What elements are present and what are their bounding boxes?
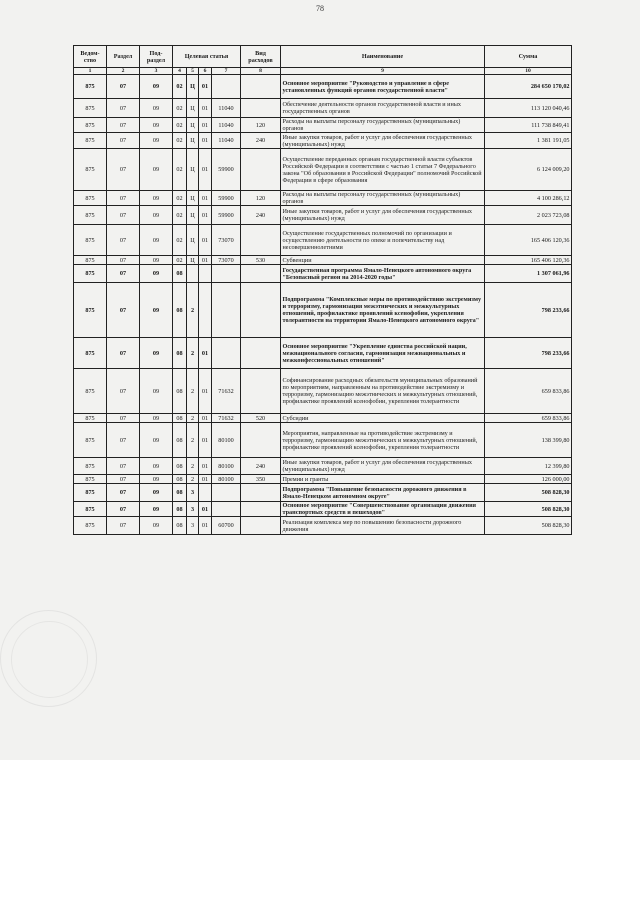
cell-vedomstvo: 875: [74, 225, 107, 256]
cell-razdel: 07: [107, 256, 140, 265]
table-row: [74, 75, 572, 99]
cell-amount: 798 233,66: [485, 338, 572, 369]
cell-target-program: 08: [173, 517, 187, 535]
cell-razdel: 07: [107, 283, 140, 338]
cell-podrazdel: 09: [140, 225, 173, 256]
cell-target-subprogram: 2: [187, 414, 199, 423]
cell-target-activity: 01: [199, 99, 212, 118]
cell-expense-type: 120: [241, 118, 281, 133]
cell-target-program: 02: [173, 133, 187, 149]
cell-target-subprogram: 2: [187, 283, 199, 338]
cell-vedomstvo: 875: [74, 458, 107, 475]
cell-target-direction: 73070: [212, 256, 241, 265]
column-number-row: [74, 68, 572, 75]
cell-name: Премии и гранты: [281, 475, 485, 484]
cell-podrazdel: 09: [140, 338, 173, 369]
cell-razdel: 07: [107, 191, 140, 206]
table-row: [74, 458, 572, 475]
cell-razdel: 07: [107, 517, 140, 535]
cell-amount: 659 833,86: [485, 414, 572, 423]
col-header-podrazdel: Под-раздел: [140, 46, 173, 68]
cell-vedomstvo: 875: [74, 423, 107, 458]
cell-name: Иные закупки товаров, работ и услуг для обеспечения государственных (муниципальных) нужд: [281, 206, 485, 225]
cell-target-direction: [212, 338, 241, 369]
column-number: 8: [241, 68, 281, 75]
cell-target-subprogram: Ц: [187, 118, 199, 133]
cell-target-program: 08: [173, 458, 187, 475]
table-row: [74, 475, 572, 484]
cell-amount: 138 399,80: [485, 423, 572, 458]
cell-amount: 12 399,80: [485, 458, 572, 475]
table-row: [74, 423, 572, 458]
cell-target-program: 08: [173, 475, 187, 484]
cell-vedomstvo: 875: [74, 149, 107, 191]
cell-podrazdel: 09: [140, 414, 173, 423]
cell-target-program: 08: [173, 414, 187, 423]
column-number: 6: [199, 68, 212, 75]
cell-podrazdel: 09: [140, 475, 173, 484]
cell-vedomstvo: 875: [74, 338, 107, 369]
cell-vedomstvo: 875: [74, 369, 107, 414]
cell-target-activity: 01: [199, 256, 212, 265]
cell-amount: 111 738 849,41: [485, 118, 572, 133]
cell-target-activity: 01: [199, 458, 212, 475]
table-row: [74, 225, 572, 256]
cell-target-activity: 01: [199, 414, 212, 423]
cell-target-program: 02: [173, 206, 187, 225]
cell-podrazdel: 09: [140, 75, 173, 99]
col-header-summa: Сумма: [485, 46, 572, 68]
cell-razdel: 07: [107, 369, 140, 414]
cell-target-direction: [212, 265, 241, 283]
cell-target-program: 02: [173, 225, 187, 256]
cell-target-direction: 59900: [212, 149, 241, 191]
cell-amount: 798 233,66: [485, 283, 572, 338]
cell-name: Расходы на выплаты персоналу государственных (муниципальных) органов: [281, 118, 485, 133]
cell-vedomstvo: 875: [74, 484, 107, 502]
cell-amount: 4 100 286,12: [485, 191, 572, 206]
blank-margin: [0, 760, 640, 905]
cell-name: Субвенции: [281, 256, 485, 265]
cell-target-activity: 01: [199, 338, 212, 369]
cell-vedomstvo: 875: [74, 414, 107, 423]
cell-expense-type: [241, 338, 281, 369]
header-row: [74, 46, 572, 68]
cell-vedomstvo: 875: [74, 502, 107, 517]
cell-podrazdel: 09: [140, 484, 173, 502]
cell-target-direction: 11040: [212, 99, 241, 118]
table-body: [74, 75, 572, 535]
cell-target-program: 02: [173, 149, 187, 191]
cell-expense-type: [241, 484, 281, 502]
cell-razdel: 07: [107, 206, 140, 225]
column-number: 3: [140, 68, 173, 75]
cell-target-direction: [212, 484, 241, 502]
table-row: [74, 118, 572, 133]
cell-target-program: 08: [173, 502, 187, 517]
cell-target-program: 08: [173, 423, 187, 458]
col-header-naimenovanie: Наименование: [281, 46, 485, 68]
table-row: [74, 256, 572, 265]
table-row: [74, 206, 572, 225]
cell-target-program: 02: [173, 118, 187, 133]
column-number: 10: [485, 68, 572, 75]
cell-target-program: 08: [173, 369, 187, 414]
cell-razdel: 07: [107, 458, 140, 475]
cell-target-subprogram: 2: [187, 338, 199, 369]
cell-name: Подпрограмма "Повышение безопасности дорожного движения в Ямало-Ненецком автономном округе": [281, 484, 485, 502]
cell-target-direction: 11040: [212, 133, 241, 149]
cell-razdel: 07: [107, 423, 140, 458]
table-row: [74, 133, 572, 149]
cell-target-subprogram: Ц: [187, 149, 199, 191]
cell-target-program: 02: [173, 75, 187, 99]
cell-razdel: 07: [107, 265, 140, 283]
cell-name: Иные закупки товаров, работ и услуг для обеспечения государственных (муниципальных) нужд: [281, 133, 485, 149]
cell-vedomstvo: 875: [74, 517, 107, 535]
cell-podrazdel: 09: [140, 517, 173, 535]
cell-amount: 508 828,30: [485, 484, 572, 502]
table-row: [74, 517, 572, 535]
cell-podrazdel: 09: [140, 256, 173, 265]
cell-name: Иные закупки товаров, работ и услуг для обеспечения государственных (муниципальных) нужд: [281, 458, 485, 475]
column-number: 4: [173, 68, 187, 75]
cell-razdel: 07: [107, 118, 140, 133]
cell-vedomstvo: 875: [74, 265, 107, 283]
col-header-razdel: Раздел: [107, 46, 140, 68]
cell-target-subprogram: Ц: [187, 75, 199, 99]
cell-expense-type: 240: [241, 458, 281, 475]
cell-podrazdel: 09: [140, 191, 173, 206]
cell-razdel: 07: [107, 414, 140, 423]
cell-name: Основное мероприятие "Совершенствование организации движения транспортных средств и пешеходов": [281, 502, 485, 517]
cell-name: Подпрограмма "Комплексные меры по противодействию экстремизму и терроризму, гармонизация межэтнических и межкультурных отношений, профилактике проявлений ксенофобии, укрепления толерантности на территории Ямало-Ненецкого автономного округа": [281, 283, 485, 338]
table-row: [74, 283, 572, 338]
table-row: [74, 369, 572, 414]
cell-target-activity: [199, 283, 212, 338]
cell-razdel: 07: [107, 502, 140, 517]
cell-podrazdel: 09: [140, 502, 173, 517]
cell-podrazdel: 09: [140, 265, 173, 283]
cell-vedomstvo: 875: [74, 75, 107, 99]
cell-target-program: 08: [173, 265, 187, 283]
cell-target-subprogram: 2: [187, 458, 199, 475]
table-row: [74, 502, 572, 517]
cell-target-activity: [199, 265, 212, 283]
cell-target-direction: 73070: [212, 225, 241, 256]
cell-target-program: 02: [173, 191, 187, 206]
cell-target-subprogram: Ц: [187, 225, 199, 256]
cell-name: Реализация комплекса мер по повышению безопасности дорожного движения: [281, 517, 485, 535]
cell-target-activity: 01: [199, 475, 212, 484]
cell-name: Обеспечение деятельности органов государственной власти и иных государственных органов: [281, 99, 485, 118]
cell-expense-type: [241, 99, 281, 118]
cell-amount: 165 406 120,36: [485, 225, 572, 256]
cell-vedomstvo: 875: [74, 191, 107, 206]
cell-amount: 508 828,30: [485, 502, 572, 517]
cell-target-activity: 01: [199, 206, 212, 225]
cell-vedomstvo: 875: [74, 475, 107, 484]
cell-target-direction: [212, 75, 241, 99]
cell-podrazdel: 09: [140, 423, 173, 458]
cell-target-subprogram: Ц: [187, 191, 199, 206]
cell-expense-type: 520: [241, 414, 281, 423]
cell-target-activity: 01: [199, 225, 212, 256]
column-number: 7: [212, 68, 241, 75]
cell-target-direction: 59900: [212, 206, 241, 225]
cell-target-subprogram: [187, 265, 199, 283]
cell-target-program: 08: [173, 338, 187, 369]
cell-razdel: 07: [107, 338, 140, 369]
cell-target-activity: [199, 484, 212, 502]
cell-target-subprogram: 2: [187, 369, 199, 414]
cell-target-subprogram: 2: [187, 423, 199, 458]
cell-expense-type: [241, 517, 281, 535]
cell-name: Расходы на выплаты персоналу государственных (муниципальных) органов: [281, 191, 485, 206]
cell-target-direction: 60700: [212, 517, 241, 535]
cell-target-direction: 80100: [212, 423, 241, 458]
cell-target-program: 08: [173, 283, 187, 338]
cell-expense-type: [241, 265, 281, 283]
cell-expense-type: 120: [241, 191, 281, 206]
cell-target-direction: 11040: [212, 118, 241, 133]
cell-vedomstvo: 875: [74, 133, 107, 149]
cell-target-activity: 01: [199, 423, 212, 458]
cell-amount: 2 023 723,08: [485, 206, 572, 225]
cell-target-direction: 59900: [212, 191, 241, 206]
cell-podrazdel: 09: [140, 206, 173, 225]
cell-razdel: 07: [107, 75, 140, 99]
cell-expense-type: 350: [241, 475, 281, 484]
cell-target-activity: 01: [199, 149, 212, 191]
cell-name: Основное мероприятие "Укрепление единства российской нации, межнационального согласия, гармонизация межнациональных и межконфессиональных отношений": [281, 338, 485, 369]
cell-target-activity: 01: [199, 133, 212, 149]
cell-target-direction: 71632: [212, 414, 241, 423]
cell-target-activity: 01: [199, 517, 212, 535]
cell-podrazdel: 09: [140, 458, 173, 475]
cell-amount: 6 124 009,20: [485, 149, 572, 191]
table-row: [74, 191, 572, 206]
cell-target-activity: 01: [199, 75, 212, 99]
col-header-celevaya: Целевая статья: [173, 46, 241, 68]
cell-podrazdel: 09: [140, 369, 173, 414]
cell-target-program: 02: [173, 256, 187, 265]
cell-amount: 1 307 061,96: [485, 265, 572, 283]
cell-vedomstvo: 875: [74, 99, 107, 118]
cell-target-direction: 71632: [212, 369, 241, 414]
table-row: [74, 414, 572, 423]
cell-razdel: 07: [107, 133, 140, 149]
cell-target-activity: 01: [199, 502, 212, 517]
cell-podrazdel: 09: [140, 149, 173, 191]
cell-target-program: 08: [173, 484, 187, 502]
cell-vedomstvo: 875: [74, 118, 107, 133]
cell-name: Софинансирование расходных обязательств муниципальных образований по мероприятиям, направленным на противодействие экстремизму и терроризму, гармонизацию межэтнических и межкультурных отношений, профилактике проявлений ксенофобии, укрепления толерантности: [281, 369, 485, 414]
cell-target-subprogram: Ц: [187, 256, 199, 265]
cell-expense-type: [241, 369, 281, 414]
cell-name: Государственная программа Ямало-Ненецкого автономного округа "Безопасный регион на 2014-2020 годы": [281, 265, 485, 283]
cell-amount: 1 381 191,05: [485, 133, 572, 149]
table-row: [74, 149, 572, 191]
cell-podrazdel: 09: [140, 133, 173, 149]
cell-expense-type: [241, 502, 281, 517]
cell-target-direction: 80100: [212, 475, 241, 484]
table-row: [74, 338, 572, 369]
page-number: 78: [316, 4, 324, 13]
cell-amount: 165 406 120,36: [485, 256, 572, 265]
budget-table: [73, 45, 572, 535]
cell-expense-type: [241, 149, 281, 191]
cell-amount: 508 828,30: [485, 517, 572, 535]
cell-vedomstvo: 875: [74, 206, 107, 225]
cell-razdel: 07: [107, 99, 140, 118]
cell-expense-type: [241, 423, 281, 458]
cell-amount: 113 120 040,46: [485, 99, 572, 118]
cell-target-activity: 01: [199, 369, 212, 414]
cell-target-subprogram: Ц: [187, 99, 199, 118]
cell-target-activity: 01: [199, 118, 212, 133]
cell-target-activity: 01: [199, 191, 212, 206]
cell-expense-type: [241, 75, 281, 99]
cell-amount: 659 833,86: [485, 369, 572, 414]
table-row: [74, 484, 572, 502]
table-row: [74, 99, 572, 118]
faded-stamp: [0, 610, 97, 707]
column-number: 1: [74, 68, 107, 75]
cell-name: Основное мероприятие "Руководство и управление в сфере установленных функций органов государственной власти": [281, 75, 485, 99]
cell-target-direction: [212, 502, 241, 517]
cell-razdel: 07: [107, 225, 140, 256]
cell-name: Осуществление переданных органам государственной власти субъектов Российской Федерации в соответствии с частью 1 статьи 7 Федерального закона "Об образовании в Российской Федерации" полномочий Российской Федерации в сфере образования: [281, 149, 485, 191]
cell-target-program: 02: [173, 99, 187, 118]
col-header-vid: Вид расходов: [241, 46, 281, 68]
cell-razdel: 07: [107, 149, 140, 191]
column-number: 9: [281, 68, 485, 75]
cell-expense-type: [241, 225, 281, 256]
cell-expense-type: 530: [241, 256, 281, 265]
cell-name: Осуществление государственных полномочий по организации и осуществлению деятельности по опеке и попечительству над несовершеннолетними: [281, 225, 485, 256]
cell-razdel: 07: [107, 475, 140, 484]
cell-expense-type: 240: [241, 206, 281, 225]
cell-podrazdel: 09: [140, 283, 173, 338]
column-number: 5: [187, 68, 199, 75]
cell-target-subprogram: 3: [187, 484, 199, 502]
cell-podrazdel: 09: [140, 118, 173, 133]
cell-target-subprogram: 3: [187, 502, 199, 517]
cell-amount: 126 000,00: [485, 475, 572, 484]
col-header-vedomstvo: Ведом-ство: [74, 46, 107, 68]
cell-target-subprogram: 3: [187, 517, 199, 535]
cell-target-subprogram: Ц: [187, 206, 199, 225]
cell-expense-type: [241, 283, 281, 338]
cell-podrazdel: 09: [140, 99, 173, 118]
cell-target-direction: 80100: [212, 458, 241, 475]
cell-target-subprogram: Ц: [187, 133, 199, 149]
cell-vedomstvo: 875: [74, 256, 107, 265]
cell-target-subprogram: 2: [187, 475, 199, 484]
cell-name: Мероприятия, направленные на противодействие экстремизму и терроризму, гармонизацию межэтнических и межкультурных отношений, профилактике проявлений ксенофобии, укрепления толерантности: [281, 423, 485, 458]
column-number: 2: [107, 68, 140, 75]
cell-target-direction: [212, 283, 241, 338]
cell-razdel: 07: [107, 484, 140, 502]
cell-vedomstvo: 875: [74, 283, 107, 338]
cell-expense-type: 240: [241, 133, 281, 149]
cell-name: Субсидии: [281, 414, 485, 423]
table-row: [74, 265, 572, 283]
cell-amount: 284 650 170,02: [485, 75, 572, 99]
